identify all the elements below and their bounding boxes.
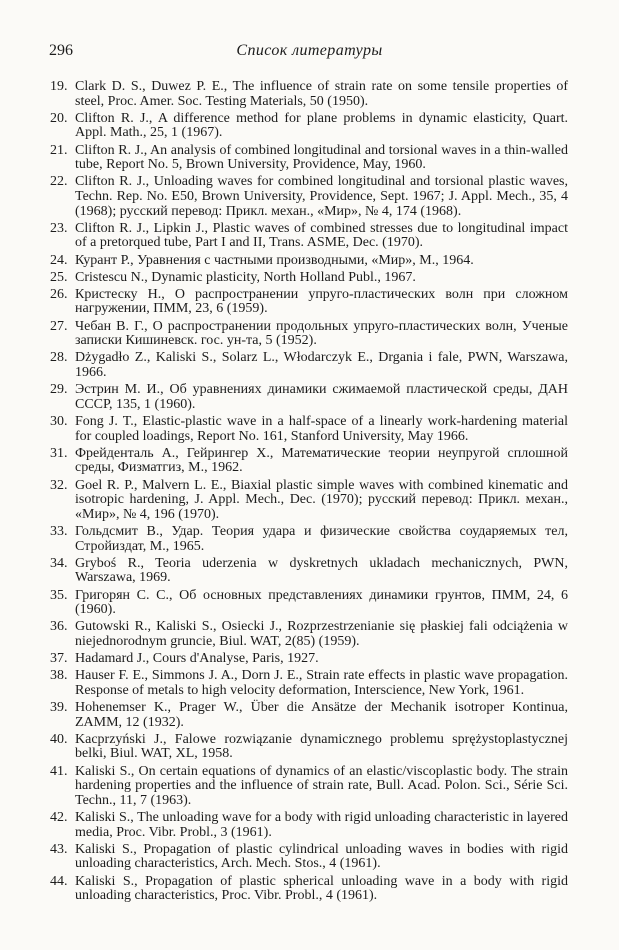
reference-text: Hohenemser K., Prager W., Über die Ansätze der Mechanik isotroper Kontinua, ZAMM, 12 (1932).	[75, 700, 568, 730]
reference-number: 22.	[50, 174, 68, 190]
reference-entry	[50, 222, 568, 251]
reference-number: 33.	[50, 523, 68, 539]
reference-number: 24.	[50, 252, 68, 268]
reference-entry	[50, 351, 568, 380]
reference-number: 35.	[50, 587, 68, 603]
reference-entry	[50, 701, 568, 730]
reference-number: 29.	[50, 382, 68, 398]
reference-entry	[50, 415, 568, 444]
reference-text: Fong J. T., Elastic-plastic wave in a half-space of a linearly work-hardening material for coupled loadings, Report No. 161, Stanford University, May 1966.	[75, 414, 568, 444]
reference-text: Эстрин М. И., Об уравнениях динамики сжимаемой пластической среды, ДАН СССР, 135, 1 (1960).	[75, 382, 568, 412]
reference-entry	[50, 447, 568, 476]
reference-number: 19.	[50, 79, 68, 94]
reference-number: 25.	[50, 269, 68, 285]
reference-entry	[50, 525, 568, 554]
reference-text: Gutowski R., Kaliski S., Osiecki J., Rozprzestrzenianie się płaskiej fali odciążenia w niejednorodnym gruncie, Biul. WAT, 2(85) (1959).	[75, 619, 568, 649]
reference-entry	[50, 144, 568, 173]
reference-text: Kaliski S., On certain equations of dynamics of an elastic/viscoplastic body. The strain hardening properties and the influence of strain rate, Bull. Acad. Polon. Sci., Série Sci. Techn., 11, 7 (1963).	[75, 763, 568, 808]
reference-number: 31.	[50, 445, 68, 461]
reference-text: Hauser F. E., Simmons J. A., Dorn J. E., Strain rate effects in plastic wave propagation. Response of metals to high velocity deformation, Interscience, New York, 1961.	[75, 668, 568, 698]
reference-entry	[50, 80, 568, 109]
reference-text: Cristescu N., Dynamic plasticity, North Holland Publ., 1967.	[75, 269, 416, 285]
reference-entry	[50, 620, 568, 649]
reference-number: 42.	[50, 809, 68, 825]
page-header	[0, 42, 619, 64]
reference-number: 38.	[50, 668, 68, 684]
reference-number: 36.	[50, 619, 68, 635]
reference-text: Clifton R. J., A difference method for plane problems in dynamic elasticity, Quart. Appl. Math., 25, 1 (1967).	[75, 110, 568, 141]
reference-text: Clifton R. J., Unloading waves for combined longitudinal and torsional plastic waves, Techn. Rep. No. E50, Brown University, Providence, Sept. 1967; J. Appl. Mech., 35, 4 (1968); русский перевод: Прикл. механ., «Мир», № 4, 174 (1968).	[75, 174, 568, 219]
reference-text: Hadamard J., Cours d'Analyse, Paris, 1927.	[75, 651, 319, 667]
reference-list	[50, 80, 568, 906]
reference-number: 26.	[50, 286, 68, 302]
reference-number: 20.	[50, 110, 68, 126]
reference-number: 30.	[50, 414, 68, 429]
reference-number: 44.	[50, 873, 68, 889]
reference-entry	[50, 288, 568, 317]
reference-entry	[50, 112, 568, 141]
reference-text: Dżygadło Z., Kaliski S., Solarz L., Włodarczyk E., Drgania i fale, PWN, Warszawa, 1966.	[75, 350, 568, 381]
reference-text: Курант Р., Уравнения с частными производными, «Мир», М., 1964.	[75, 252, 474, 268]
reference-number: 39.	[50, 700, 68, 716]
page-number: 296	[49, 42, 73, 59]
reference-text: Кристеску Н., О распространении упруго-пластических волн при сложном нагружении, ПММ, 23, 6 (1959).	[75, 286, 568, 317]
reference-number: 34.	[50, 555, 68, 571]
reference-entry	[50, 589, 568, 618]
reference-text: Clark D. S., Duwez P. E., The influence of strain rate on some tensile properties of steel, Proc. Amer. Soc. Testing Materials, 50 (1950).	[75, 79, 568, 109]
reference-text: Kacprzyński J., Falowe rozwiązanie dynamicznego problemu sprężystoplastycznej belki, Biul. WAT, XL, 1958.	[75, 731, 568, 762]
reference-number: 43.	[50, 841, 68, 857]
reference-entry	[50, 765, 568, 809]
reference-number: 23.	[50, 220, 68, 236]
reference-text: Gryboś R., Teoria uderzenia w dyskretnych ukladach mechanicznych, PWN, Warszawa, 1969.	[75, 555, 568, 586]
reference-text: Чебан В. Г., О распространении продольных упруго-пластических волн, Ученые записки Кишиневск. гос. ун-та, 5 (1952).	[75, 318, 568, 349]
reference-number: 41.	[50, 763, 68, 779]
reference-text: Фрейденталь А., Гейрингер Х., Математические теории неупругой сплошной среды, Физматгиз, М., 1962.	[75, 445, 568, 476]
reference-number: 32.	[50, 477, 68, 493]
reference-entry	[50, 479, 568, 523]
reference-number: 37.	[50, 651, 68, 667]
reference-text: Гольдсмит В., Удар. Теория удара и физические свойства соударяемых тел, Стройиздат, М., 1965.	[75, 523, 568, 554]
reference-entry	[50, 383, 568, 412]
reference-entry	[50, 733, 568, 762]
reference-number: 40.	[50, 731, 68, 747]
reference-text: Kaliski S., Propagation of plastic cylindrical unloading waves in bodies with rigid unloading characteristics, Arch. Mech. Stos., 4 (1961).	[75, 841, 568, 872]
reference-entry	[50, 175, 568, 219]
reference-text: Goel R. P., Malvern L. E., Biaxial plastic simple waves with combined kinematic and isotropic hardening, J. Appl. Mech., Dec. (1970); русский перевод: Прикл. механ., «Мир», № 4, 196 (1970).	[75, 477, 568, 522]
reference-number: 21.	[50, 142, 68, 158]
reference-entry	[50, 843, 568, 872]
reference-text: Kaliski S., The unloading wave for a body with rigid unloading characteristic in layered media, Proc. Vibr. Probl., 3 (1961).	[75, 809, 568, 840]
reference-text: Kaliski S., Propagation of plastic spherical unloading wave in a body with rigid unloading characteristics, Proc. Vibr. Probl., 4 (1961).	[75, 873, 568, 904]
reference-text: Clifton R. J., An analysis of combined longitudinal and torsional waves in a thin-walled tube, Report No. 5, Brown University, Providence, May, 1960.	[75, 142, 568, 173]
reference-text: Григорян С. С., Об основных представлениях динамики грунтов, ПММ, 24, 6 (1960).	[75, 587, 568, 618]
reference-entry	[50, 557, 568, 586]
running-title: Список литературы	[236, 42, 383, 59]
reference-number: 28.	[50, 350, 68, 366]
reference-entry	[50, 669, 568, 698]
reference-entry	[50, 271, 568, 286]
reference-text: Clifton R. J., Lipkin J., Plastic waves of combined stresses due to longitudinal impact of a pretorqued tube, Part I and II, Trans. ASME, Dec. (1970).	[75, 220, 568, 251]
reference-number: 27.	[50, 318, 68, 334]
reference-entry	[50, 652, 568, 667]
reference-entry	[50, 254, 568, 269]
reference-entry	[50, 811, 568, 840]
reference-entry	[50, 320, 568, 349]
reference-entry	[50, 875, 568, 904]
